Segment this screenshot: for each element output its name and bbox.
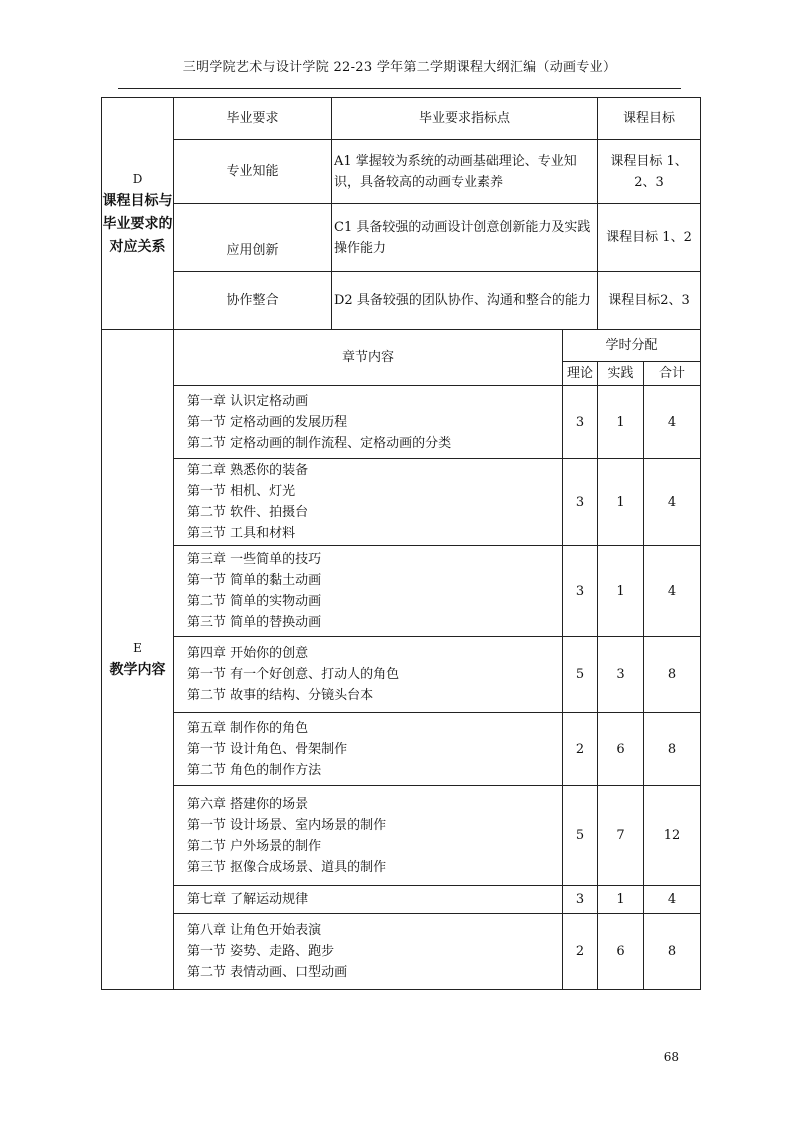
total-hours: 8 [644, 637, 701, 713]
goal-header: 课程目标 [598, 98, 701, 140]
goal-cell: 课程目标 1、2 [598, 204, 701, 272]
chapter-line: 第二节 软件、拍摄台 [187, 505, 309, 520]
chapter-line: 第二节 简单的实物动画 [187, 594, 322, 609]
chapter-line: 第五章 制作你的角色 [187, 720, 309, 736]
chapter-line: 第二节 故事的结构、分镜头台本 [187, 688, 374, 703]
chapter-row [102, 914, 701, 990]
indicator-header: 毕业要求指标点 [332, 98, 598, 140]
chapter-line: 第一节 设计场景、室内场景的制作 [187, 817, 387, 833]
total-hours: 8 [644, 713, 701, 786]
e-header-row [102, 330, 701, 362]
theory-hours: 2 [563, 914, 598, 990]
chapter-content [174, 459, 563, 546]
requirement-cell: 应用创新 [174, 204, 332, 272]
indicator-cell: D2 具备较强的团队协作、沟通和整合的能力 [332, 272, 598, 330]
chapter-line: 第一节 设计角色、骨架制作 [187, 741, 348, 757]
chapter-row [102, 546, 701, 637]
practice-hours: 1 [598, 386, 644, 459]
chapter-content [174, 546, 563, 637]
chapter-content [174, 386, 563, 459]
section-d-title-line: 课程目标与 [102, 192, 173, 209]
practice-hours: 3 [598, 637, 644, 713]
theory-hours: 5 [563, 786, 598, 886]
theory-hours: 3 [563, 886, 598, 914]
chapter-line: 第七章 了解运动规律 [187, 892, 309, 907]
indicator-cell: A1 掌握较为系统的动画基础理论、专业知识，具备较高的动画专业素养 [332, 140, 598, 204]
page-number: 68 [663, 1050, 679, 1064]
header-divider [118, 88, 681, 89]
section-e-code: E [133, 640, 142, 655]
goal-cell: 课程目标2、3 [598, 272, 701, 330]
total-hours: 4 [644, 386, 701, 459]
total-hours: 12 [644, 786, 701, 886]
requirement-cell: 协作整合 [174, 272, 332, 330]
chapter-line: 第一节 有一个好创意、打动人的角色 [187, 667, 400, 682]
total-hours: 4 [644, 459, 701, 546]
course-outline-table [101, 97, 701, 990]
chapter-content [174, 637, 563, 713]
section-d-label [102, 98, 174, 330]
theory-header: 理论 [563, 362, 598, 386]
goal-cell: 课程目标 1、2、3 [598, 140, 701, 204]
section-e-title: 教学内容 [109, 661, 166, 678]
total-hours: 4 [644, 546, 701, 637]
page-header-title: 三明学院艺术与设计学院 22-23 学年第二学期课程大纲汇编（动画专业） [182, 60, 617, 75]
chapter-line: 第一节 简单的黏土动画 [187, 573, 322, 588]
section-d-title-line: 对应关系 [109, 238, 166, 255]
section-d-code: D [132, 171, 143, 186]
theory-hours: 3 [563, 546, 598, 637]
chapter-line: 第一节 姿势、走路、跑步 [187, 944, 335, 959]
requirement-header: 毕业要求 [174, 98, 332, 140]
section-e-label [102, 330, 174, 990]
requirement-cell: 专业知能 [174, 140, 332, 204]
d-row [102, 272, 701, 330]
chapter-line: 第一节 定格动画的发展历程 [187, 414, 348, 430]
indicator-cell: C1 具备较强的动画设计创意创新能力及实践操作能力 [332, 204, 598, 272]
chapter-content [174, 914, 563, 990]
d-row [102, 140, 701, 204]
total-hours: 4 [644, 886, 701, 914]
theory-hours: 3 [563, 386, 598, 459]
chapter-line: 第二节 表情动画、口型动画 [187, 965, 348, 980]
theory-hours: 2 [563, 713, 598, 786]
practice-hours: 6 [598, 713, 644, 786]
practice-hours: 1 [598, 546, 644, 637]
chapter-line: 第一章 认识定格动画 [187, 393, 309, 409]
chapter-line: 第三节 抠像合成场景、道具的制作 [187, 859, 387, 875]
practice-hours: 1 [598, 886, 644, 914]
practice-hours: 6 [598, 914, 644, 990]
chapter-line: 第四章 开始你的创意 [187, 646, 309, 661]
chapter-line: 第三章 一些简单的技巧 [187, 552, 322, 567]
chapter-line: 第二节 定格动画的制作流程、定格动画的分类 [187, 435, 452, 451]
practice-hours: 1 [598, 459, 644, 546]
chapter-line: 第三节 工具和材料 [187, 526, 296, 541]
hours-header: 学时分配 [563, 330, 701, 362]
chapter-row [102, 886, 701, 914]
d-row [102, 204, 701, 272]
theory-hours: 5 [563, 637, 598, 713]
chapter-line: 第二节 户外场景的制作 [187, 838, 322, 854]
total-header: 合计 [644, 362, 701, 386]
practice-header: 实践 [598, 362, 644, 386]
chapter-content [174, 886, 563, 914]
chapter-content [174, 786, 563, 886]
d-header-row [102, 98, 701, 140]
section-d-title-line: 毕业要求的 [102, 215, 173, 232]
chapter-row [102, 786, 701, 886]
chapter-line: 第六章 搭建你的场景 [187, 796, 309, 812]
chapter-line: 第三节 简单的替换动画 [187, 615, 322, 630]
chapter-row [102, 637, 701, 713]
chapter-line: 第一节 相机、灯光 [187, 484, 296, 499]
chapter-row [102, 459, 701, 546]
chapter-row [102, 713, 701, 786]
chapter-row [102, 386, 701, 459]
theory-hours: 3 [563, 459, 598, 546]
content-header: 章节内容 [174, 330, 563, 386]
practice-hours: 7 [598, 786, 644, 886]
chapter-line: 第二节 角色的制作方法 [187, 762, 322, 778]
chapter-content [174, 713, 563, 786]
chapter-line: 第八章 让角色开始表演 [187, 923, 322, 938]
total-hours: 8 [644, 914, 701, 990]
chapter-line: 第二章 熟悉你的装备 [187, 463, 309, 478]
